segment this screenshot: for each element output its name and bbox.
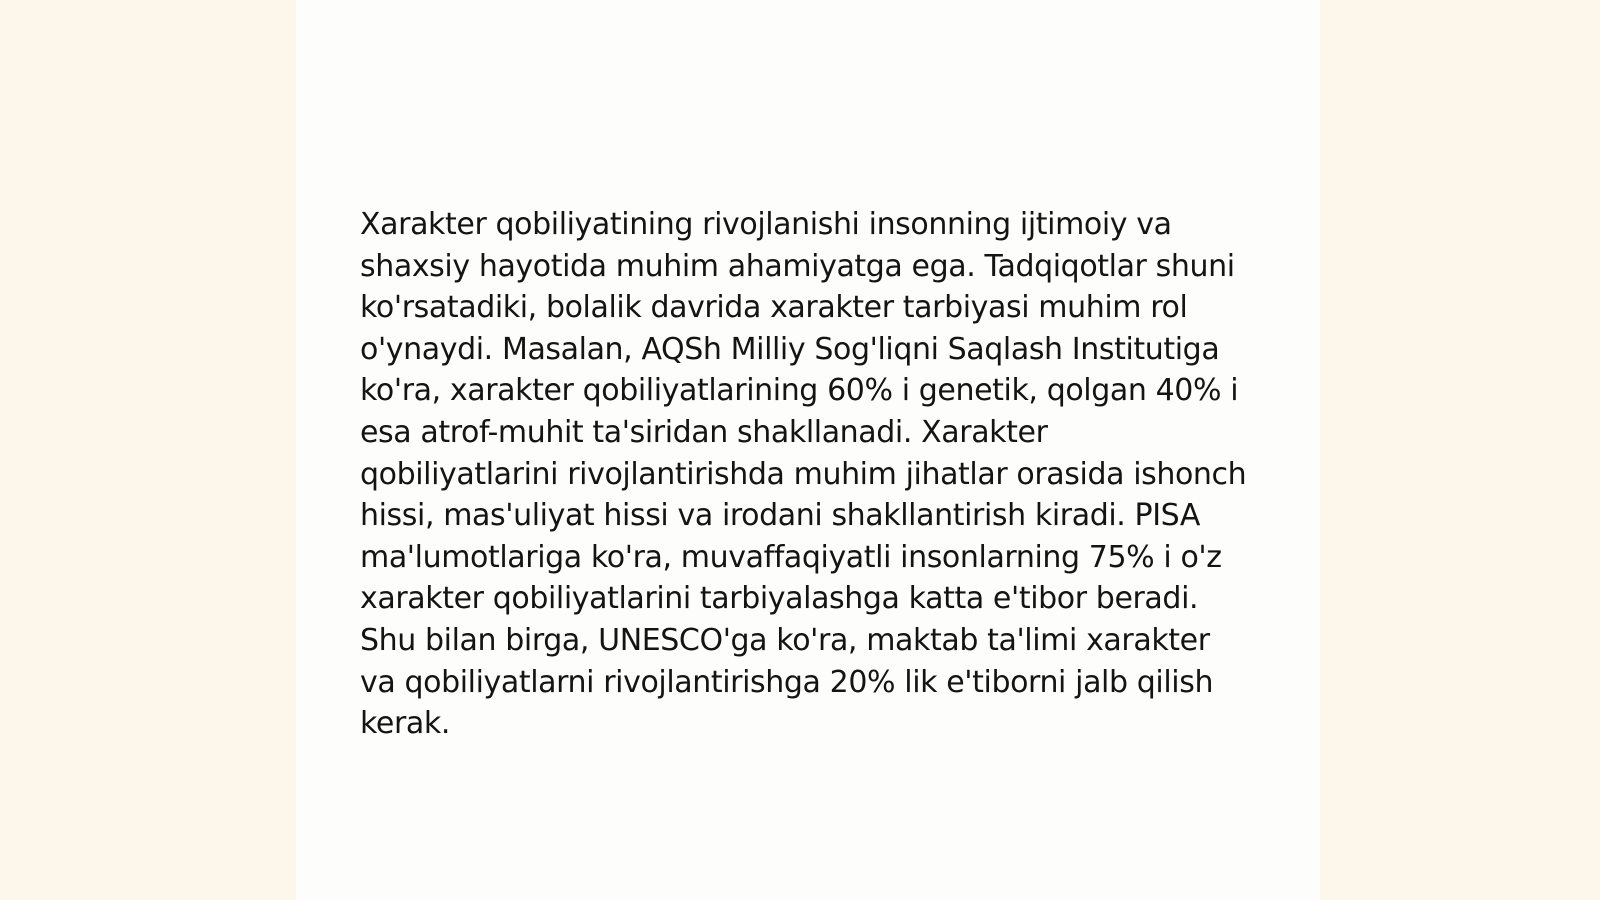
body-paragraph: Xarakter qobiliyatining rivojlanishi insonning ijtimoiy va shaxsiy hayotida muhim ahamiyatga ega. Tadqiqotlar shuni ko'rsatadiki, bolalik davrida xarakter tarbiyasi muhim rol o'ynaydi. Masalan, AQSh Milliy Sog'liqni Saqlash Institutiga ko'ra, xarakter qobiliyatlarining 60% i genetik, qolgan 40% i esa atrof-muhit ta'siridan shakllanadi. Xarakter qobiliyatlarini rivojlantirishda muhim jihatlar orasida ishonch hissi, mas'uliyat hissi va irodani shakllantirish kiradi. PISA ma'lumotlariga ko'ra, muvaffaqiyatli insonlarning 75% i o'z xarakter qobiliyatlarini tarbiyalashga katta e'tibor beradi. Shu bilan birga, UNESCO'ga ko'ra, maktab ta'limi xarakter va qobiliyatlarni rivojlantirishga 20% lik e'tiborni jalb qilish kerak. (360, 207, 1247, 742)
document-page (296, 0, 1320, 900)
